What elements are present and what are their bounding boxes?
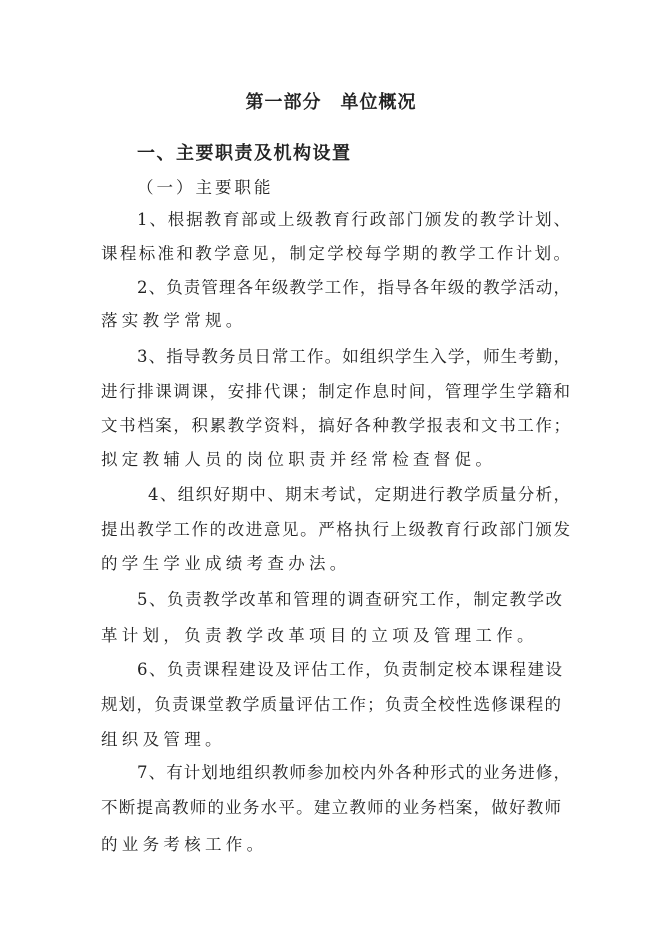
text-line: 不断提高教师的业务水平。建立教师的业务档案，做好教师 — [101, 798, 561, 817]
section-heading: 一、主要职责及机构设置 — [137, 143, 352, 164]
text-line: 6、负责课程建设及评估工作，负责制定校本课程建设 — [137, 660, 562, 679]
text-line: 课程标准和教学意见，制定学校每学期的教学工作计划。 — [101, 244, 570, 263]
text-line: 进行排课调课，安排代课；制定作息时间，管理学生学籍和 — [101, 382, 570, 401]
text-line: 的学生学业成绩考查办法。 — [101, 554, 351, 573]
text-line: 5、负责教学改革和管理的调查研究工作，制定教学改 — [137, 590, 562, 609]
text-line: 2、负责管理各年级教学工作，指导各年级的教学活动， — [137, 278, 570, 297]
text-line: 落实教学常规。 — [101, 311, 247, 330]
text-line: 文书档案，积累教学资料，搞好各种教学报表和文书工作； — [101, 416, 570, 435]
text-line: 组织及管理。 — [101, 730, 226, 749]
text-line: 革计划，负责教学改革项目的立项及管理工作。 — [101, 626, 538, 645]
subsection-heading: （一）主要职能 — [137, 178, 274, 197]
text-line: 拟定教辅人员的岗位职责并经常检查督促。 — [101, 450, 497, 469]
text-line: 的业务考核工作。 — [101, 835, 268, 854]
text-line: 7、有计划地组织教师参加校内外各种形式的业务进修， — [137, 763, 570, 782]
text-line: 1、根据教育部或上级教育行政部门颁发的教学计划、 — [137, 210, 570, 229]
text-line: 4、组织好期中、期末考试，定期进行教学质量分析， — [148, 485, 570, 504]
page-title: 第一部分 单位概况 — [245, 92, 417, 113]
text-line: 3、指导教务员日常工作。如组织学生入学，师生考勤， — [137, 347, 570, 366]
text-line: 规划，负责课堂教学质量评估工作；负责全校性选修课程的 — [101, 695, 561, 714]
text-line: 提出教学工作的改进意见。严格执行上级教育行政部门颁发 — [101, 520, 570, 539]
